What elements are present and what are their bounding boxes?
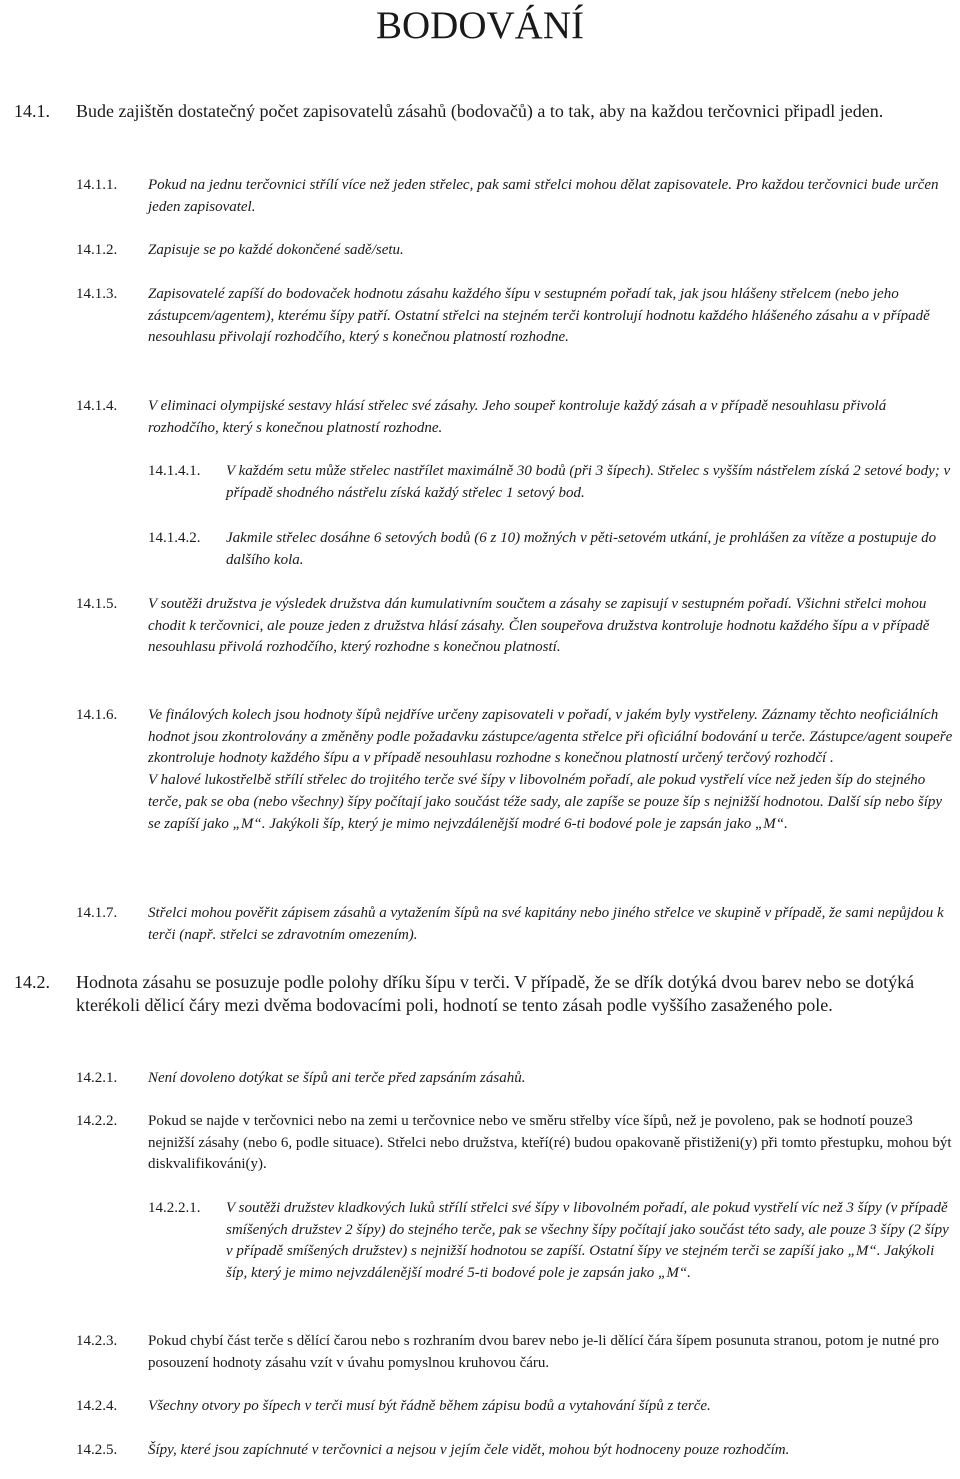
- rule-text: [148, 705, 958, 835]
- rule-number: 14.2.5.: [76, 1442, 118, 1458]
- rule-number: 14.1.3.: [76, 286, 118, 302]
- rule-text: Jakmile střelec dosáhne 6 setových bodů (6 z 10) možných v pěti-setovém utkání, je prohlášen za vítěze a postupuje do dalšího kola.: [226, 530, 937, 568]
- rule-number: 14.1.7.: [76, 905, 118, 921]
- rule-number: 14.2.2.: [76, 1113, 118, 1129]
- rule-paragraph: V halové lukostřelbě střílí střelec do trojitého terče své šípy v libovolném pořadí, ale pokud vystřelí více než jeden šíp do stejného terče, pak se oba (nebo všechny) šípy počítají jako součást téže sady, ale zapíše se pouze šíp s nejnižší hodnotou. Další síp nebo šípy se zapíší jako „M“. Jakýkoli šíp, který je mimo nejvzdálenější modré 6-ti bodové pole je zapsán jako „M“.: [148, 772, 943, 832]
- rule-text: V eliminaci olympijské sestavy hlásí střelec své zásahy. Jeho soupeř kontroluje každý zásah a v případě nesouhlasu přivolá rozhodčího, který s konečnou platností rozhodne.: [148, 398, 887, 436]
- rule-text: Hodnota zásahu se posuzuje podle polohy dříku šípu v terči. V případě, že se dřík dotýká dvou barev nebo se dotýká kterékoli dělicí čáry mezi dvěma bodovacími poli, hodnotí se tento zásah podle vyššího zasaženého pole.: [76, 972, 915, 1015]
- rule-text: Zapisovatelé zapíší do bodovaček hodnotu zásahu každého šípu v sestupném pořadí tak, jak jsou hlášeny střelcem (nebo jeho zástupcem/agentem), kterému šípy patří. Ostatní střelci na stejném terči kontrolují hodnotu každého hlášeného zásahu a v případě nesouhlasu přivolají rozhodčího, který s konečnou platností rozhodne.: [148, 286, 930, 346]
- rule-number: 14.2.3.: [76, 1333, 118, 1349]
- rule-number: 14.2.: [14, 972, 50, 992]
- rule-text: Zapisuje se po každé dokončené sadě/setu.: [148, 242, 404, 258]
- rule-number: 14.2.1.: [76, 1070, 118, 1086]
- rule-paragraph: Ve finálových kolech jsou hodnoty šípů nejdříve určeny zapisovateli v pořadí, v jakém byly vystřeleny. Záznamy těchto neoficiálních hodnot jsou zkontrolovány a změněny podle požadavku zástupce/agenta střelce při oficiální bodování u terče. Zástupce/agent soupeře zkontroluje hodnoty každého šípu a v případě nesouhlasu rozhodne s konečnou platností určený terčový rozhodčí .: [148, 707, 953, 767]
- rule-number: 14.1.5.: [76, 596, 118, 612]
- rule-number: 14.1.4.1.: [148, 463, 201, 479]
- rule-text: Pokud na jednu terčovnici střílí více než jeden střelec, pak sami střelci mohou dělat zapisovatele. Pro každou terčovnici bude určen jeden zapisovatel.: [148, 177, 939, 215]
- rule-text: Střelci mohou pověřit zápisem zásahů a vytažením šípů na své kapitány nebo jiného střelce ve skupině v případě, že sami nepůjdou k terči (např. střelci se zdravotním omezením).: [148, 905, 944, 943]
- rule-text: Není dovoleno dotýkat se šípů ani terče před zapsáním zásahů.: [148, 1070, 526, 1086]
- rule-text: Šípy, které jsou zapíchnuté v terčovnici a nejsou v jejím čele vidět, mohou být hodnoceny pouze rozhodčím.: [148, 1442, 790, 1458]
- rule-text: Pokud chybí část terče s dělící čarou nebo s rozhraním dvou barev nebo je-li dělící čára šípem posunuta stranou, potom je nutné pro posouzení hodnoty zásahu vzít v úvahu pomyslnou kruhovou čáru.: [148, 1333, 940, 1371]
- rule-text: V každém setu může střelec nastřílet maximálně 30 bodů (při 3 šípech). Střelec s vyšším nástřelem získá 2 setové body; v případě shodného nástřelu získá každý střelec 1 setový bod.: [226, 463, 951, 501]
- rule-number: 14.1.4.: [76, 398, 118, 414]
- rule-number: 14.1.: [14, 101, 50, 121]
- rule-text: V soutěži družstva je výsledek družstva dán kumulativním součtem a zásahy se zapisují v sestupném pořadí. Všichni střelci mohou chodit k terčovnici, ale pouze jeden z družstva hlásí zásahy. Člen soupeřova družstva kontroluje hodnotu každého šípu a v případě nesouhlasu přivolá rozhodčího, který rozhodne s konečnou platností.: [148, 596, 930, 656]
- rule-text: Pokud se najde v terčovnici nebo na zemi u terčovnice nebo ve směru střelby více šípů, než je povoleno, pak se hodnotí pouze3 nejnižší zásahy (nebo 6, podle situace). Střelci nebo družstva, kteří(ré) budou opakovaně přistiženi(y) při tomto přestupku, mohou být diskvalifikováni(y).: [148, 1113, 952, 1173]
- rule-number: 14.1.1.: [76, 177, 118, 193]
- rule-text: V soutěži družstev kladkových luků střílí střelci své šípy v libovolném pořadí, ale pokud vystřelí víc než 3 šípy (v případě smíšených družstev 2 šípy) do stejného terče, pak se všechny šípy počítají jako součást této sady, ale pouze 3 šípy (2 šípy v případě smíšených družstev) s nejnižší hodnotou se zapíší. Ostatní šípy ve stejném terči se zapíší jako „M“. Jakýkoli šíp, který je mimo nejvzdálenější modré 5-ti bodové pole je zapsán jako „M“.: [226, 1200, 949, 1282]
- page-title: BODOVÁNÍ: [376, 4, 584, 47]
- rule-number: 14.2.4.: [76, 1398, 118, 1414]
- rule-number: 14.1.4.2.: [148, 530, 201, 546]
- rule-number: 14.2.2.1.: [148, 1200, 201, 1216]
- rule-text: Bude zajištěn dostatečný počet zapisovatelů zásahů (bodovačů) a to tak, aby na každou terčovnici připadl jeden.: [76, 101, 884, 121]
- rule-number: 14.1.2.: [76, 242, 118, 258]
- rule-number: 14.1.6.: [76, 707, 118, 723]
- rule-text: Všechny otvory po šípech v terči musí být řádně během zápisu bodů a vytahování šípů z terče.: [148, 1398, 711, 1414]
